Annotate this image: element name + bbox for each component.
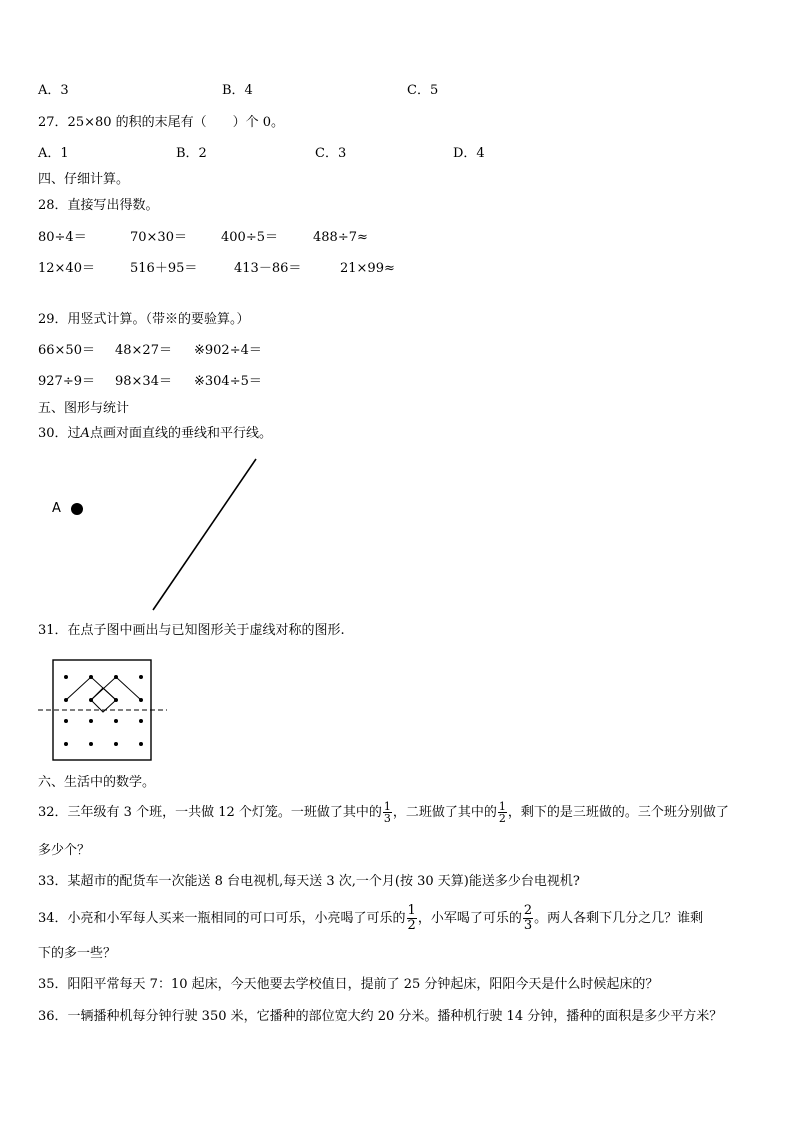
q27-option-d: D．4 — [453, 146, 485, 161]
q32-fraction-2-numerator: 1 — [498, 800, 506, 813]
q29-item-1: 66×50＝ — [38, 343, 95, 358]
q27-option-b: B．2 — [176, 146, 207, 161]
q34-fraction-2-denominator: 3 — [523, 918, 533, 933]
q29-item-2: 48×27＝ — [115, 343, 172, 358]
q27-stem: 27．25×80 的积的末尾有（ ）个 0。 — [38, 115, 285, 130]
q34-fraction-1-denominator: 2 — [407, 918, 416, 933]
q34-text-3: 。两人各剩下几分之几？谁剩 — [534, 911, 704, 926]
q32-fraction-1 — [383, 801, 392, 824]
q30-stem — [38, 426, 272, 442]
q34-fraction-2-numerator: 2 — [523, 903, 533, 918]
q29-item-4: 927÷9＝ — [38, 374, 95, 389]
q32-fraction-1-denominator: 3 — [383, 812, 391, 825]
given-figure — [66, 677, 141, 712]
q31-stem: 31．在点子图中画出与已知图形关于虚线对称的图形. — [38, 623, 345, 638]
q32-text-3: ，剩下的是三班做的。三个班分别做了 — [507, 805, 729, 820]
q26-option-b: B．4 — [222, 83, 253, 98]
q28-item-7: 413－86＝ — [234, 261, 302, 276]
q34-fraction-1 — [407, 904, 417, 933]
grid-dots — [64, 675, 143, 746]
q28-item-1: 80÷4＝ — [38, 230, 87, 245]
q35-stem: 35．阳阳平常每天 7：10 起床，今天他要去学校值日，提前了 25 分钟起床，阳阳今天是什么时候起床的？ — [38, 977, 659, 992]
dot-grid-frame — [53, 660, 151, 760]
q30-stem-prefix: 30．过 — [38, 426, 81, 441]
q28-item-5: 12×40＝ — [38, 261, 95, 276]
q32-fraction-2 — [498, 801, 507, 824]
q26-option-c: C．5 — [407, 83, 439, 98]
q26-option-a: A．3 — [38, 83, 69, 98]
point-a-label: A — [52, 501, 61, 516]
q29-item-6: ※304÷5＝ — [194, 374, 262, 389]
q32-text-2: ，二班做了其中的 — [392, 805, 497, 820]
q30-stem-variable: A — [80, 426, 90, 441]
q34-line-1 — [38, 902, 703, 936]
section-5-title: 五、图形与统计 — [38, 401, 130, 416]
section-4-title: 四、仔细计算。 — [38, 172, 130, 187]
q32-fraction-2-denominator: 2 — [498, 812, 506, 825]
q30-stem-suffix: 点画对面直线的垂线和平行线。 — [89, 426, 272, 441]
q29-item-3: ※902÷4＝ — [194, 343, 262, 358]
q29-stem: 29．用竖式计算。（带※的要验算。） — [38, 312, 250, 327]
q34-line-2: 下的多一些？ — [38, 946, 117, 961]
q27-option-a: A．1 — [38, 146, 69, 161]
q32-line-2: 多少个？ — [38, 843, 91, 858]
slanted-line — [153, 459, 256, 610]
q28-item-4: 488÷7≈ — [313, 230, 368, 245]
q34-fraction-2 — [523, 904, 533, 933]
q28-item-8: 21×99≈ — [340, 261, 395, 276]
q28-item-3: 400÷5＝ — [221, 230, 278, 245]
q27-option-c: C．3 — [315, 146, 347, 161]
q32-text-1: 32．三年级有 3 个班，一共做 12 个灯笼。一班做了其中的 — [38, 805, 382, 820]
q28-item-6: 516＋95＝ — [130, 261, 198, 276]
q34-text-1: 34．小亮和小军每人买来一瓶相同的可口可乐，小亮喝了可乐的 — [38, 911, 406, 926]
q33-stem: 33．某超市的配货车一次能送 8 台电视机,每天送 3 次,一个月(按 30 天算)能送多少台电视机? — [38, 874, 580, 889]
q36-stem: 36．一辆播种机每分钟行驶 350 米，它播种的部位宽大约 20 分米。播种机行驶 14 分钟，播种的面积是多少平方米？ — [38, 1009, 723, 1024]
q32-line-1 — [38, 799, 729, 827]
point-a-dot — [71, 503, 83, 515]
q34-text-2: ，小军喝了可乐的 — [417, 911, 522, 926]
q34-fraction-1-numerator: 1 — [407, 903, 416, 918]
section-6-title: 六、生活中的数学。 — [38, 775, 156, 790]
q28-item-2: 70×30＝ — [130, 230, 187, 245]
q28-stem: 28．直接写出得数。 — [38, 198, 159, 213]
q29-item-5: 98×34＝ — [115, 374, 172, 389]
q32-fraction-1-numerator: 1 — [383, 800, 391, 813]
